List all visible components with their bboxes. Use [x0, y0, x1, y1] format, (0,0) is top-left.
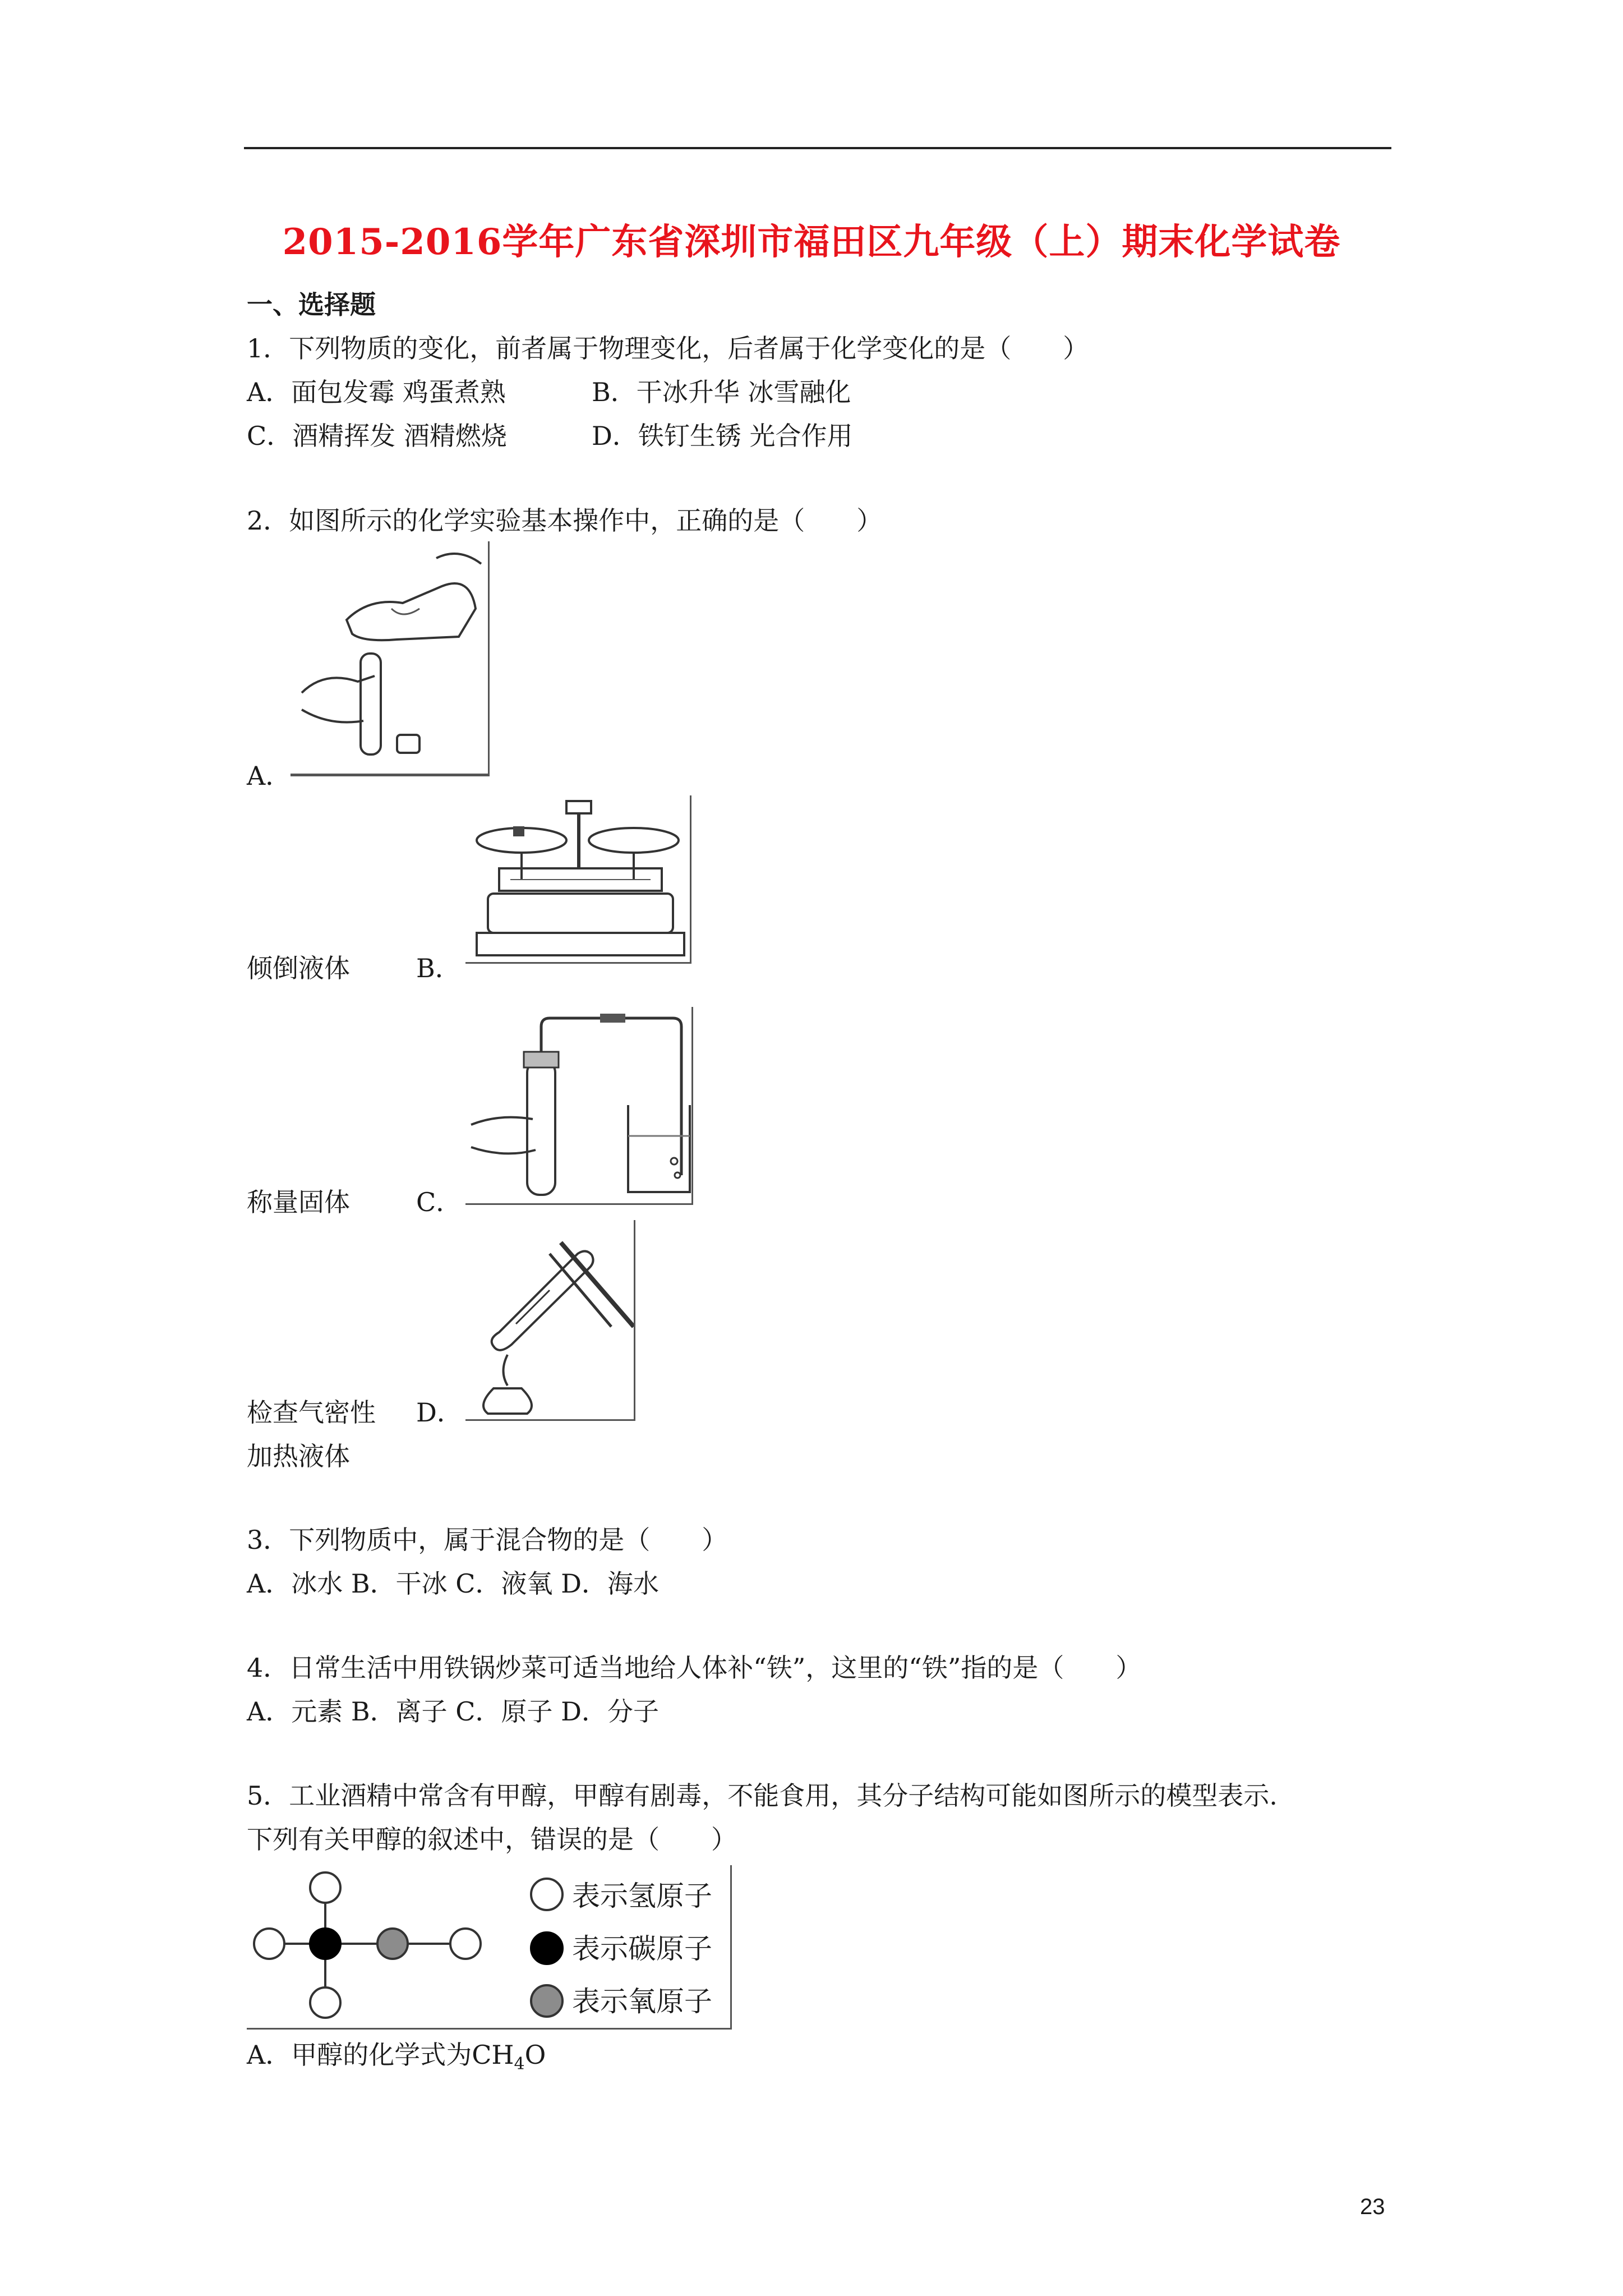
- q2-option-b-letter: B．: [416, 953, 461, 983]
- q2-option-a-letter: A．: [247, 761, 292, 791]
- legend-oxygen-label: 表示氧原子: [572, 1985, 712, 2018]
- q4-stem: 4．日常生活中用铁锅炒菜可适当地给人体补“铁”，这里的“铁”指的是（ ）: [247, 1653, 1142, 1683]
- q1-option-b: B．干冰升华 冰雪融化: [592, 377, 851, 407]
- legend-hydrogen-label: 表示氢原子: [572, 1880, 712, 1912]
- q3-options: A．冰水 B．干冰 C．液氧 D．海水: [247, 1568, 659, 1599]
- q1-option-a: A．面包发霉 鸡蛋煮熟: [247, 377, 506, 407]
- hydrogen-atom-bottom: [310, 1987, 340, 2018]
- q5-stem-line2: 下列有关甲醇的叙述中，错误的是（ ）: [247, 1824, 737, 1855]
- legend-oxygen-swatch: [531, 1985, 562, 2017]
- q2-stem: 2．如图所示的化学实验基本操作中，正确的是（ ）: [247, 505, 883, 536]
- hydrogen-atom-right: [450, 1929, 481, 1959]
- exam-title: 2015-2016学年广东省深圳市福田区九年级（上）期末化学试卷: [282, 221, 1341, 263]
- carbon-atom: [310, 1929, 340, 1959]
- section-heading: 一、选择题: [247, 289, 376, 320]
- page-number: 23: [1360, 2194, 1385, 2219]
- q5-option-a: [247, 2042, 546, 2073]
- q1-option-d: D．铁钉生锈 光合作用: [592, 421, 853, 451]
- q5-option-a-tail: O: [524, 2040, 546, 2070]
- q5-stem-line1: 5．工业酒精中常含有甲醇，甲醇有剧毒，不能食用，其分子结构可能如图所示的模型表示.: [247, 1780, 1278, 1811]
- airtightness-figure: [465, 1007, 693, 1205]
- balance-figure: [465, 795, 691, 964]
- q4-options: A．元素 B．离子 C．原子 D．分子: [247, 1696, 659, 1727]
- q1-stem: 1．下列物质的变化，前者属于物理变化，后者属于化学变化的是（ ）: [247, 333, 1089, 364]
- heating-liquid-figure: [465, 1220, 635, 1421]
- q2-option-d-caption: 加热液体: [247, 1441, 350, 1471]
- q2-option-c-caption: 检查气密性: [247, 1397, 376, 1428]
- q2-option-c-letter: C．: [416, 1187, 462, 1217]
- q2-option-b-caption: 称量固体: [247, 1187, 350, 1217]
- legend-carbon-swatch: [531, 1932, 562, 1964]
- pouring-liquid-figure: [291, 541, 490, 776]
- q1-option-c: C．酒精挥发 酒精燃烧: [247, 421, 507, 451]
- q5-option-a-text: A．甲醇的化学式为CH: [247, 2040, 514, 2070]
- q3-stem: 3．下列物质中，属于混合物的是（ ）: [247, 1525, 728, 1555]
- hydrogen-atom-left: [254, 1929, 284, 1959]
- legend-hydrogen-swatch: [531, 1879, 562, 1910]
- methanol-model-figure: [247, 1865, 732, 2030]
- legend-carbon-label: 表示碳原子: [572, 1932, 712, 1965]
- header-rule: [244, 147, 1391, 149]
- hydrogen-atom-top: [310, 1872, 340, 1903]
- oxygen-atom: [377, 1929, 408, 1959]
- q2-option-a-caption: 倾倒液体: [247, 953, 350, 983]
- q2-option-d-letter: D．: [416, 1397, 463, 1428]
- q5-option-a-subscript: 4: [514, 2054, 525, 2074]
